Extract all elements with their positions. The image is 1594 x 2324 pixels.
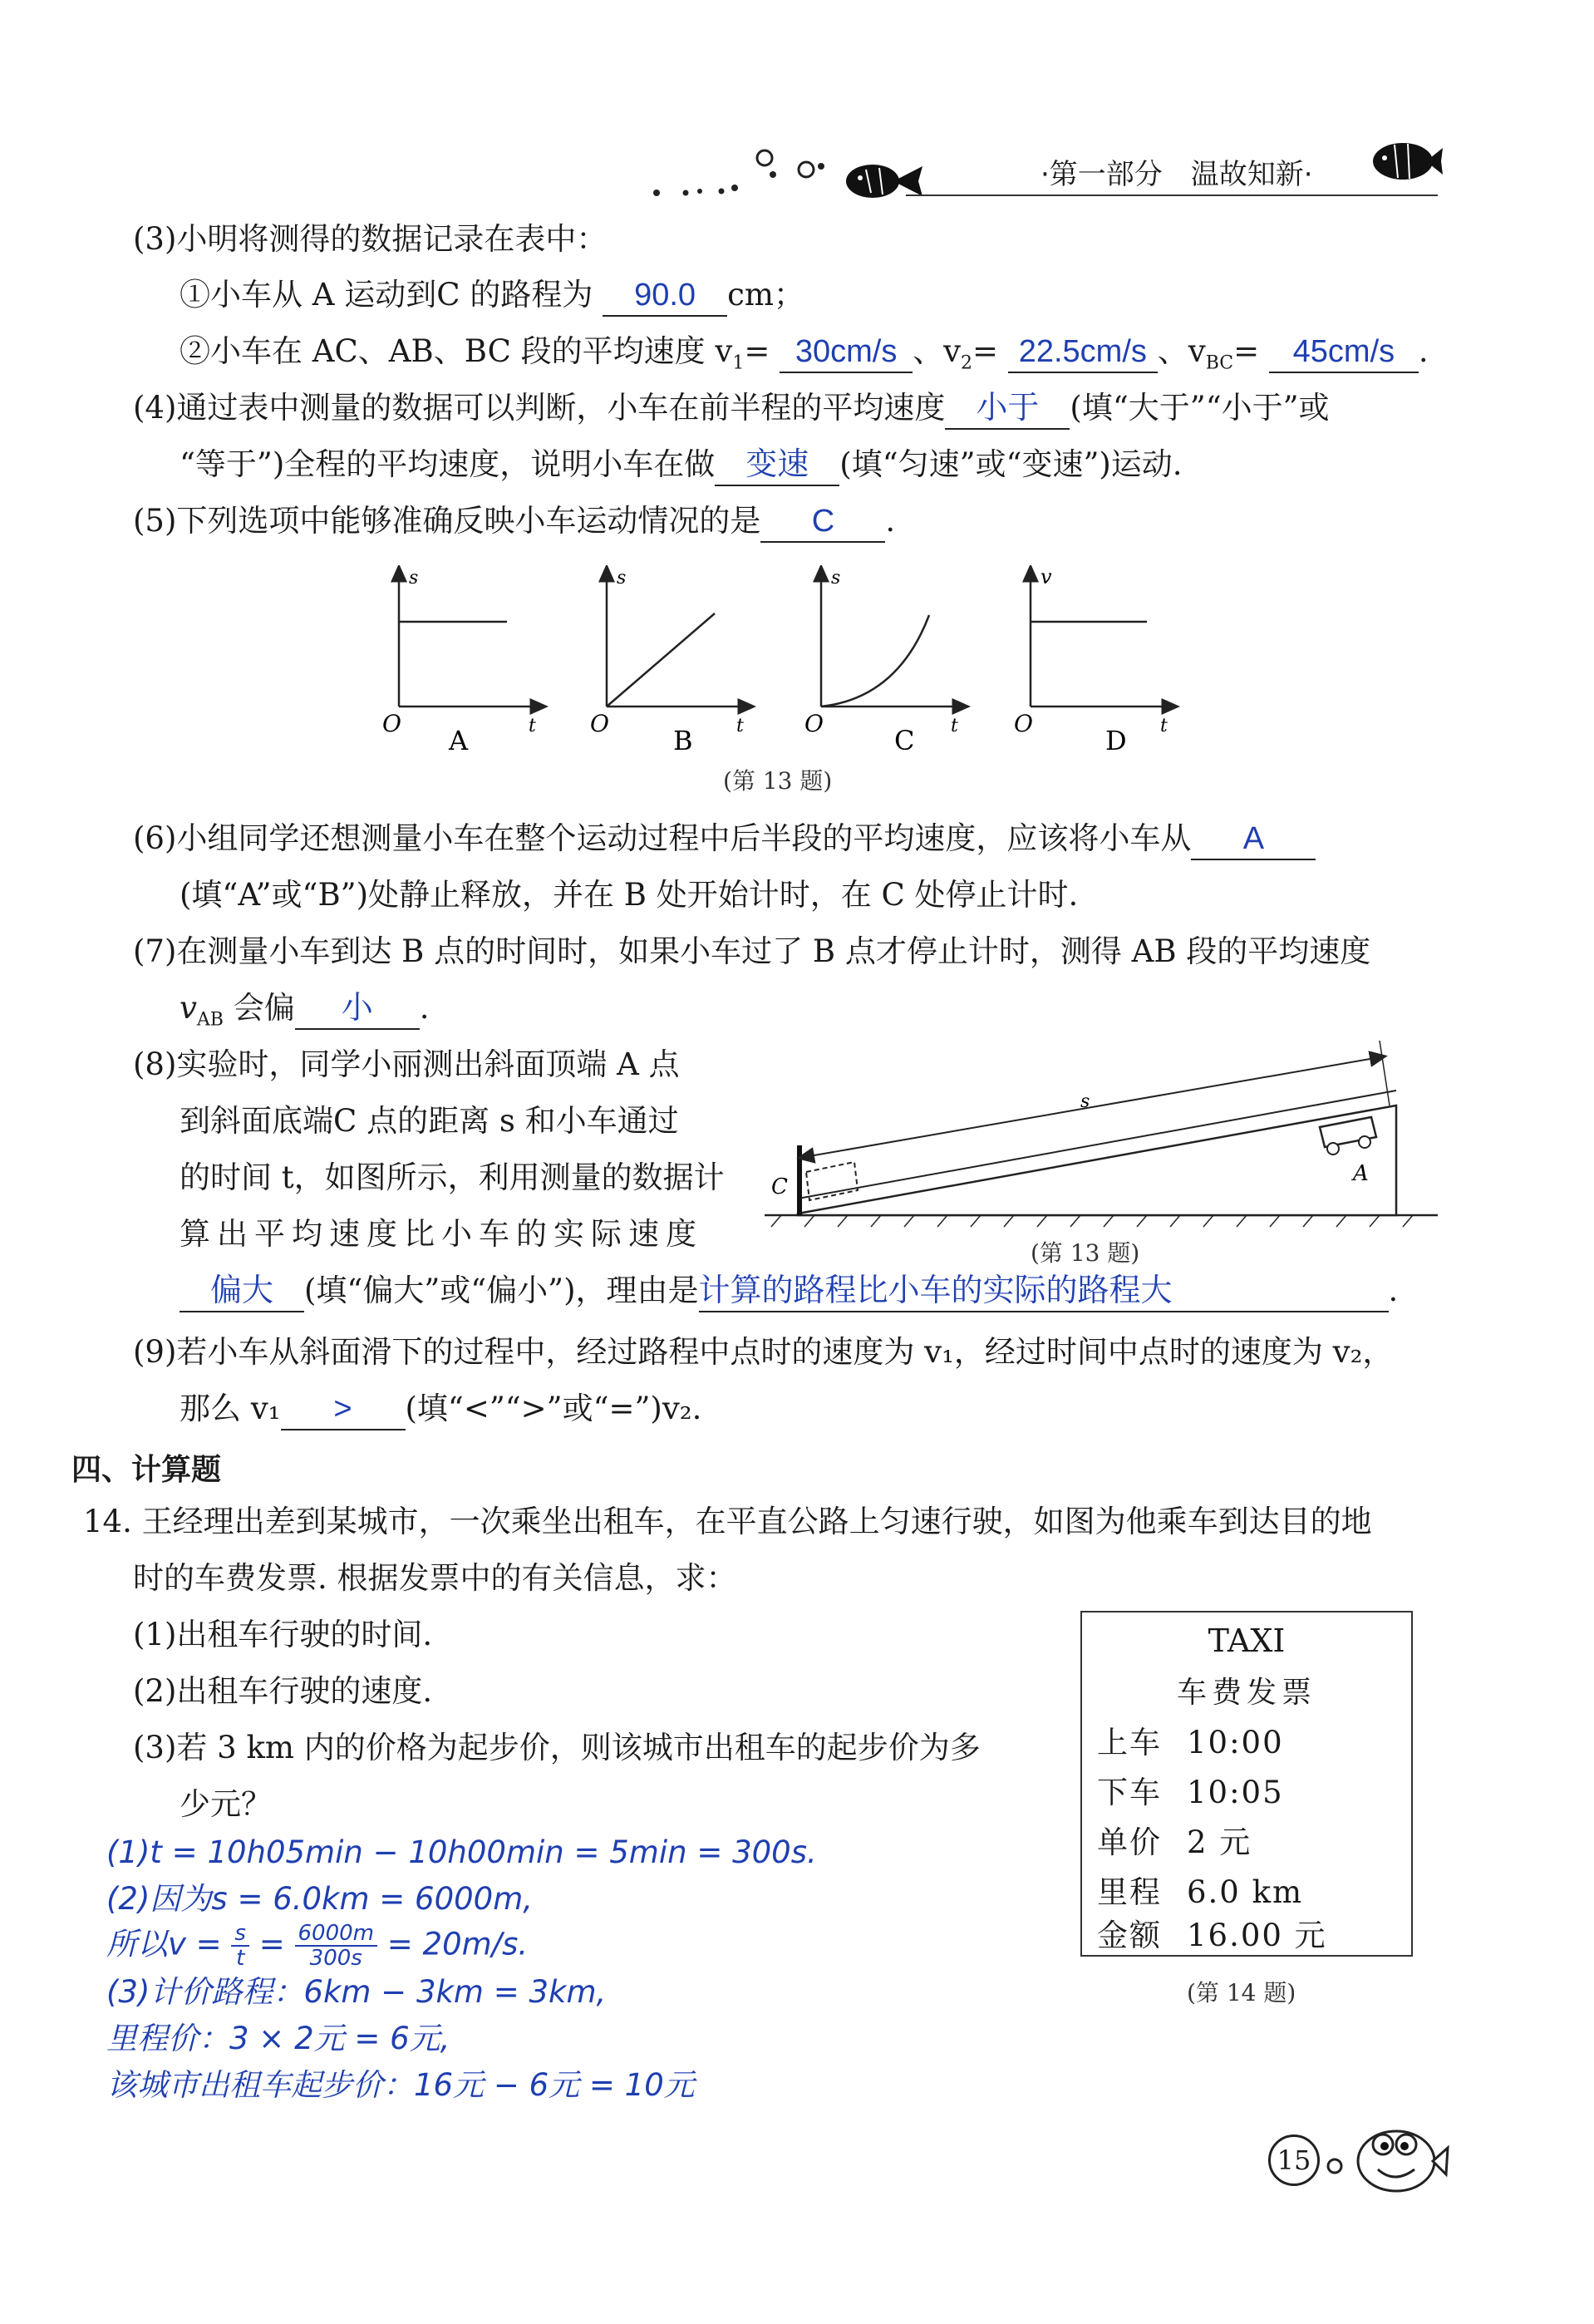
receipt-subtitle: 车费发票: [1176, 1676, 1316, 1710]
fish-icon: [846, 165, 922, 198]
receipt-value: 10:00: [1187, 1725, 1284, 1760]
fish-icon: [1370, 136, 1444, 186]
graphs-figure: [366, 565, 1230, 765]
v-symbol: v: [180, 990, 197, 1026]
receipt-label: 里程: [1097, 1874, 1162, 1910]
ramp-figure: [765, 1039, 1454, 1230]
sub-v1: 1: [732, 352, 745, 374]
receipt-value: 6.0 km: [1187, 1874, 1304, 1910]
answer-blank-reason[interactable]: [699, 1274, 1389, 1312]
graph-b-xaxis: t: [736, 716, 744, 736]
solution-line5: 里程价：3 × 2元 = 6元,: [106, 2021, 450, 2056]
solution-line4: (3)计价路程：6km − 3km = 3km,: [106, 1974, 607, 2010]
answer-blank-compare-v[interactable]: [281, 1392, 406, 1430]
mascot-fish-icon: [1325, 2111, 1449, 2203]
graph-d-label: D: [1105, 725, 1127, 756]
graphs-caption: (第 13 题): [723, 767, 833, 795]
graph-a-yaxis: s: [409, 568, 419, 588]
answer-motion: 变速: [745, 447, 809, 482]
graph-c-label: C: [894, 725, 915, 756]
q13-part8-line3: 的时间 t，如图所示，利用测量的数据计: [180, 1160, 725, 1195]
receipt-title: TAXI: [1208, 1622, 1286, 1659]
q13-part7-line2: [180, 989, 430, 1039]
sub-ab: AB: [196, 1009, 224, 1031]
sub-v2: 2: [961, 352, 973, 374]
receipt-row: [1097, 1867, 1303, 1912]
graph-d-xaxis: t: [1160, 716, 1168, 736]
q13-part3-2: [180, 332, 1429, 382]
section4-title: 四、计算题: [71, 1453, 222, 1487]
receipt-value: 2 元: [1187, 1824, 1252, 1860]
eq-sign: =: [1233, 333, 1260, 369]
header-rule: [906, 194, 1438, 196]
q13-part4-suffix: (填“大于”“小于”或: [1070, 390, 1330, 426]
page-number-badge: [1268, 2134, 1320, 2186]
sep-v2: 、v: [913, 333, 962, 369]
q13-part6-line2: (填“A”或“B”)处静止释放，并在 B 处开始计时，在 C 处停止计时.: [180, 877, 1079, 913]
page-number: 15: [1277, 2144, 1311, 2176]
q13-part8-mid: (填“偏大”或“偏小”)，理由是: [304, 1273, 699, 1308]
q13-part8-line4: 算出平均速度比小车的实际速度: [180, 1216, 703, 1252]
q13-part8-line1: (8)实验时，同学小丽测出斜面顶端 A 点: [133, 1046, 680, 1082]
ramp-label-s: s: [1080, 1091, 1090, 1112]
q14-line1: 14. 王经理出差到某城市，一次乘坐出租车，在平直公路上匀速行驶，如图为他乘车到达目的地: [83, 1504, 1372, 1539]
bubble-dots-icon: [648, 141, 931, 208]
answer-vac: 30cm/s: [795, 334, 898, 369]
graph-a-label: A: [449, 725, 469, 756]
q13-part4-line1: [133, 389, 1330, 430]
answer-compare: 小于: [976, 391, 1040, 426]
q13-part5: [133, 502, 895, 543]
period: .: [1388, 1273, 1399, 1308]
receipt-caption: (第 14 题): [1187, 1979, 1296, 2006]
q13-part8-line5: [180, 1272, 1398, 1312]
taxi-receipt: [1080, 1611, 1413, 1957]
answer-blank-motion[interactable]: [715, 448, 839, 486]
answer-graph: C: [811, 504, 835, 539]
q13-part3-1-prefix: ①小车从 A 运动到C 的路程为: [180, 277, 593, 313]
receipt-row: [1097, 1717, 1284, 1762]
graph-a-xaxis: t: [529, 716, 536, 736]
graph-b-label: B: [673, 725, 693, 756]
fraction-s-over-t: [231, 1922, 249, 1970]
q14-q1: (1)出租车行驶的时间.: [133, 1617, 433, 1652]
graph-c-origin: O: [804, 710, 824, 737]
q13-part9-suffix: (填“<”“>”或“=”)v₂.: [405, 1391, 702, 1426]
answer-vbc: 45cm/s: [1292, 334, 1395, 369]
ramp-caption: (第 13 题): [1031, 1239, 1140, 1267]
q13-part3-intro: (3)小明将测得的数据记录在表中：: [133, 221, 608, 257]
q14-q2: (2)出租车行驶的速度.: [133, 1673, 433, 1709]
graph-b-origin: O: [590, 710, 609, 737]
answer-blank-release[interactable]: [1191, 822, 1316, 860]
graph-a: [382, 568, 540, 756]
solution-line6: 该城市出租车起步价：16元 − 6元 = 10元: [106, 2067, 695, 2103]
q14-q3-line1: (3)若 3 km 内的价格为起步价，则该城市出租车的起步价为多: [133, 1730, 981, 1765]
receipt-label: 单价: [1097, 1824, 1162, 1860]
sub-vbc: BC: [1205, 352, 1234, 374]
q13-part9-prefix: 那么 v₁: [180, 1391, 281, 1426]
motion-graphs-svg: [366, 565, 1230, 765]
q13-part4-line2: [180, 446, 1183, 486]
period: .: [1418, 333, 1429, 369]
receipt-row: [1097, 1817, 1252, 1862]
graph-a-origin: O: [382, 710, 401, 737]
mascot-icon: [1325, 2111, 1449, 2206]
solution-line1: (1)t = 10h05min − 10h00min = 5min = 300s.: [106, 1834, 817, 1870]
answer-blank-distance[interactable]: [603, 278, 727, 317]
q13-part7-line1: (7)在测量小车到达 B 点的时间时，如果小车过了 B 点才停止计时，测得 AB 段的平均速度: [133, 933, 1371, 969]
graph-d-yaxis: v: [1041, 565, 1052, 588]
q14-q3-line2: 少元？: [180, 1786, 272, 1822]
answer-blank-vab[interactable]: [1008, 335, 1158, 373]
graph-b-yaxis: s: [617, 568, 627, 588]
frac1-den: t: [236, 1946, 245, 1971]
answer-reason: 计算的路程比小车的实际的路程大: [698, 1273, 1173, 1308]
ramp-label-a: A: [1353, 1161, 1369, 1186]
answer-blank-graph[interactable]: [760, 505, 885, 543]
frac2-den: 300s: [309, 1946, 362, 1971]
q13-part4-line2-prefix: “等于”)全程的平均速度，说明小车在做: [180, 446, 716, 482]
q13-part3-2-prefix: ②小车在 AC、AB、BC 段的平均速度 v: [180, 333, 733, 369]
solution-line3: [106, 1922, 528, 1970]
frac1-num: s: [231, 1922, 249, 1947]
receipt-label: 上车: [1097, 1725, 1162, 1760]
q13-part4-line2-suffix: (填“匀速”或“变速”)运动.: [839, 446, 1183, 482]
q13-part6-line1: [133, 820, 1316, 860]
answer-compare-v: >: [333, 1391, 352, 1426]
receipt-value: 16.00 元: [1187, 1918, 1327, 1953]
sep-vbc: 、v: [1157, 333, 1206, 369]
answer-speed-bias: 偏大: [209, 1273, 273, 1308]
answer-blank-vac[interactable]: [780, 335, 913, 373]
answer-bias: 小: [341, 991, 373, 1026]
q13-part9-line1: (9)若小车从斜面滑下的过程中，经过路程中点时的速度为 v₁，经过时间中点时的速度为 v₂，: [133, 1334, 1394, 1370]
ramp-label-c: C: [771, 1174, 788, 1199]
graph-c: [804, 568, 962, 756]
answer-blank-vbc[interactable]: [1269, 335, 1419, 373]
q14-line2: 时的车费发票. 根据发票中的有关信息，求：: [133, 1560, 737, 1596]
q13-part3-1: [180, 276, 804, 317]
graph-b: [590, 568, 748, 756]
header-fish-right: [1370, 136, 1444, 190]
receipt-row: [1097, 1767, 1284, 1812]
graph-d: [1014, 565, 1172, 756]
fraction-distance-over-time: [295, 1922, 378, 1970]
receipt-label: 下车: [1097, 1775, 1162, 1810]
receipt-label: 金额: [1097, 1918, 1162, 1953]
q13-part9-line2: [180, 1390, 701, 1430]
q13-part6-prefix: (6)小组同学还想测量小车在整个运动过程中后半段的平均速度，应该将小车从: [133, 820, 1192, 856]
frac2-num: 6000m: [295, 1922, 378, 1947]
ramp-svg: [765, 1039, 1454, 1230]
q13-part4-prefix: (4)通过表中测量的数据可以判断，小车在前半程的平均速度: [133, 390, 946, 426]
q13-part8-line2: 到斜面底端C 点的距离 s 和小车通过: [180, 1103, 679, 1139]
graph-c-xaxis: t: [951, 716, 958, 736]
q13-part5-prefix: (5)下列选项中能够准确反映小车运动情况的是: [133, 503, 761, 539]
sol3-eq: =: [248, 1926, 295, 1962]
solution-line2: (2)因为s = 6.0km = 6000m,: [106, 1881, 534, 1917]
graph-c-yaxis: s: [831, 568, 841, 588]
q13-part3-1-unit: cm；: [727, 277, 804, 313]
section-title: ·第一部分 温故知新·: [1041, 158, 1313, 191]
eq-sign: =: [972, 333, 999, 369]
answer-blank-compare[interactable]: [945, 391, 1070, 430]
receipt-row: [1097, 1910, 1327, 1955]
answer-distance: 90.0: [634, 278, 696, 313]
sol3-prefix: 所以v =: [106, 1926, 232, 1962]
receipt-value: 10:05: [1187, 1775, 1284, 1810]
header-decoration: [648, 141, 931, 208]
answer-vab: 22.5cm/s: [1018, 334, 1147, 369]
answer-blank-bias[interactable]: [295, 992, 420, 1030]
period: .: [885, 503, 896, 539]
period: .: [419, 990, 430, 1026]
graph-d-origin: O: [1014, 710, 1033, 737]
eq-sign: =: [744, 333, 770, 369]
q13-part7-mid: 会偏: [223, 990, 295, 1026]
answer-blank-speed-bias[interactable]: [180, 1274, 304, 1312]
sol3-suffix: = 20m/s.: [377, 1926, 529, 1962]
answer-release: A: [1242, 821, 1265, 856]
